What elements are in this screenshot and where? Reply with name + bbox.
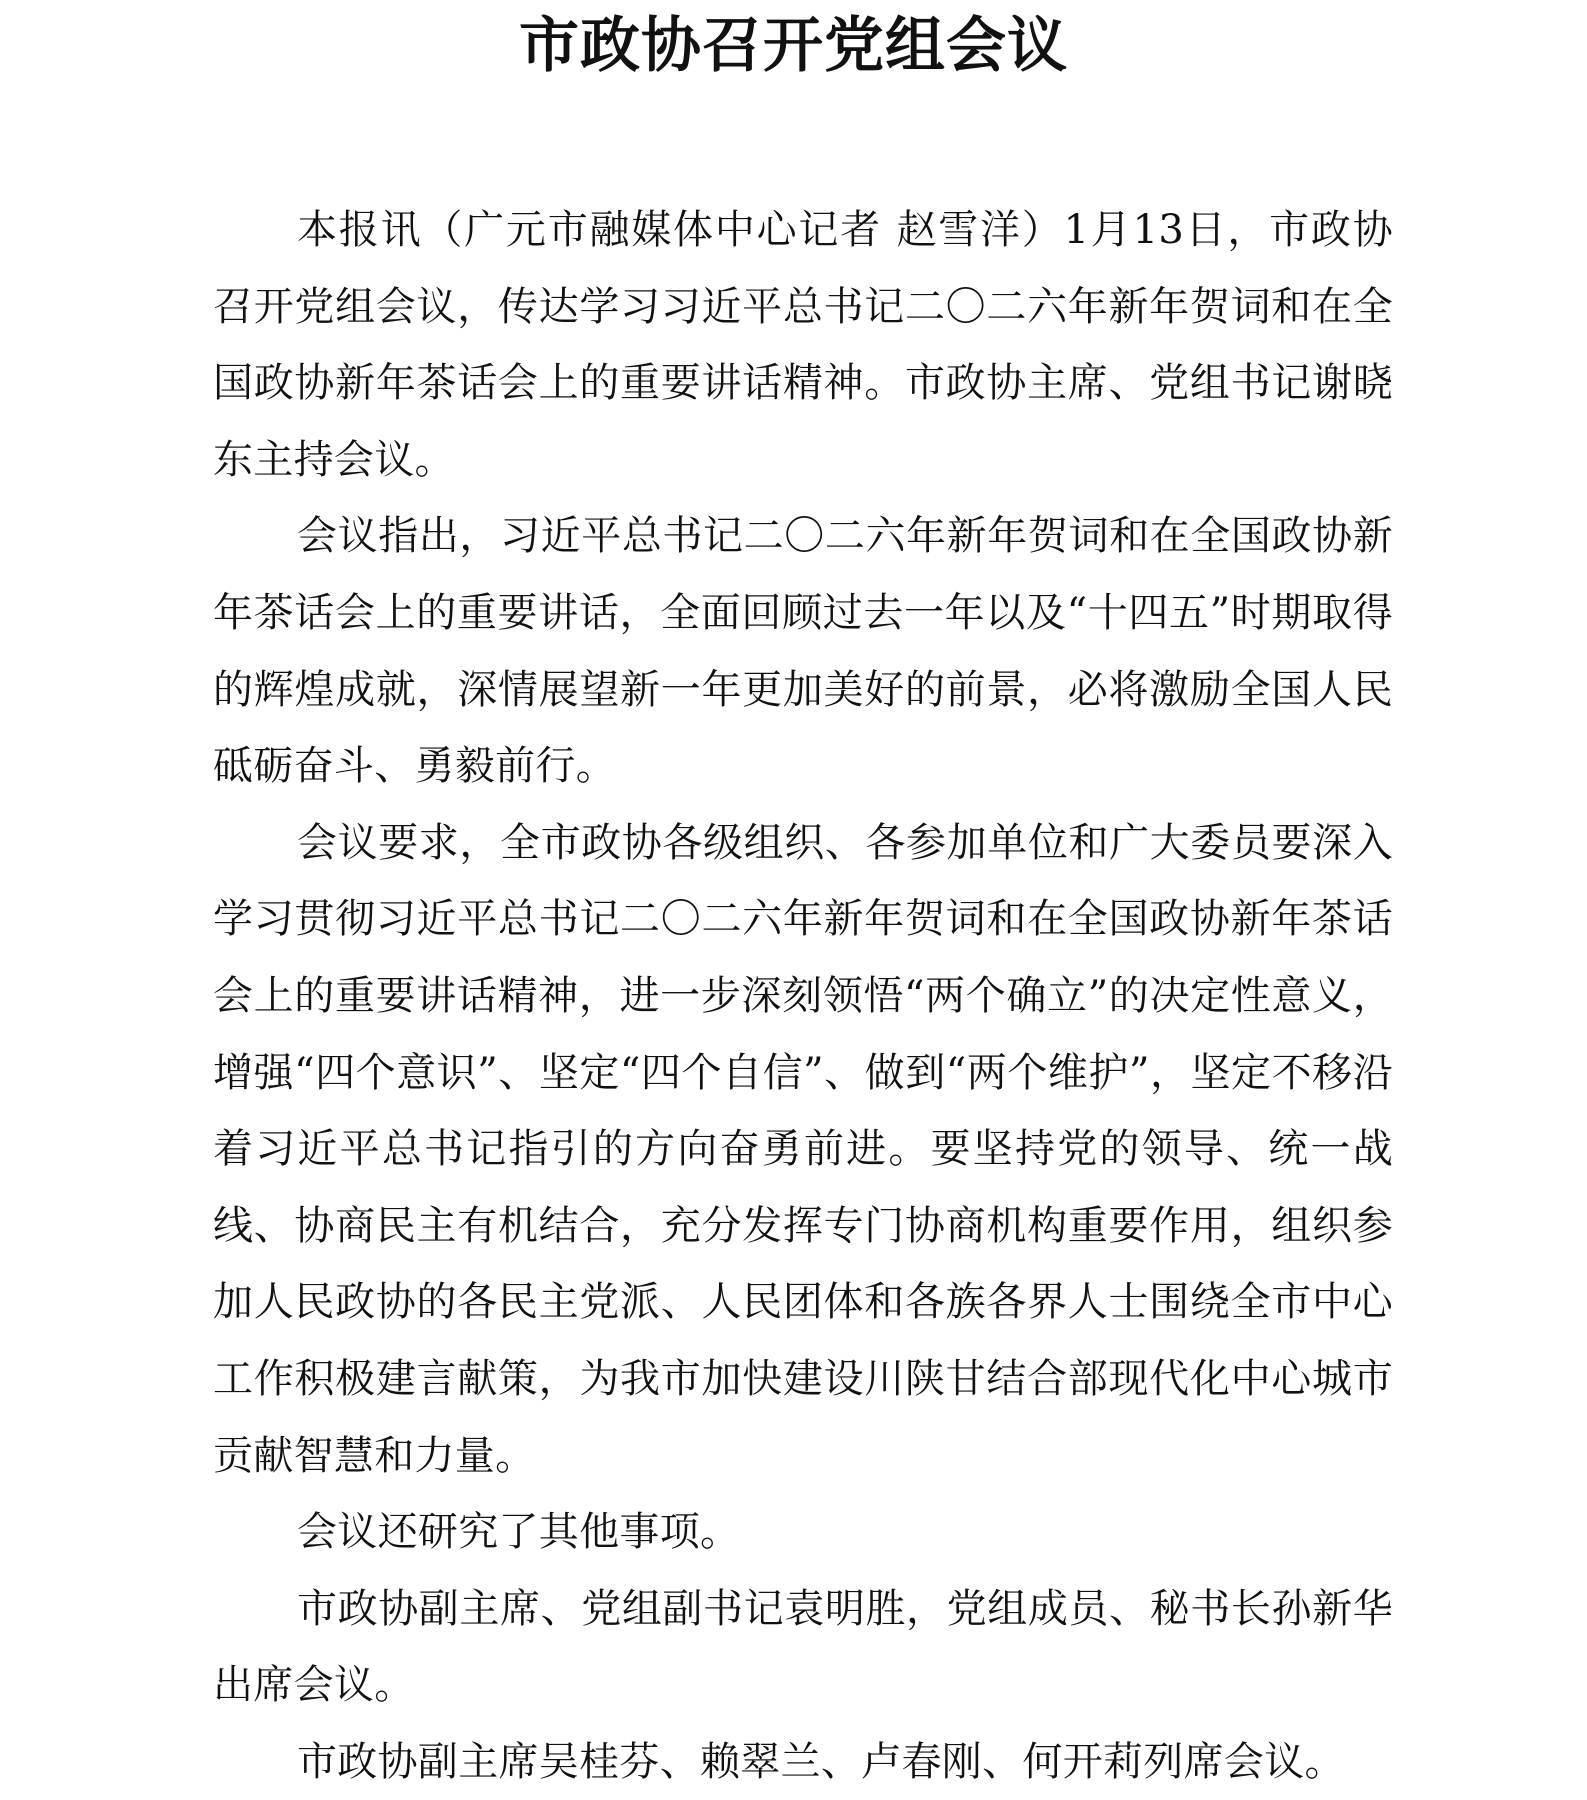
article-title: 市政协召开党组会议: [519, 11, 1068, 81]
paragraph-5: 市政协副主席、党组副书记袁明胜，党组成员、秘书长孙新华出席会议。: [213, 1585, 1393, 1709]
paragraph-2: 会议指出，习近平总书记二〇二六年新年贺词和在全国政协新年茶话会上的重要讲话，全面回顾过去一年以及“十四五”时期取得的辉煌成就，深情展望新一年更加美好的前景，必将激励全国人民砥砺奋斗、勇毅前行。: [213, 513, 1393, 790]
paragraph-3: 会议要求，全市政协各级组织、各参加单位和广大委员要深入学习贯彻习近平总书记二〇二六年新年贺词和在全国政协新年茶话会上的重要讲话精神，进一步深刻领悟“两个确立”的决定性意义，增强“四个意识”、坚定“四个自信”、做到“两个维护”，坚定不移沿着习近平总书记指引的方向奋勇前进。要坚持党的领导、统一战线、协商民主有机结合，充分发挥专门协商机构重要作用，组织参加人民政协的各民主党派、人民团体和各族各界人士围绕全市中心工作积极建言献策，为我市加快建设川陕甘结合部现代化中心城市贡献智慧和力量。: [213, 819, 1393, 1479]
paragraph-1: 本报讯（广元市融媒体中心记者 赵雪洋）1月13日，市政协召开党组会议，传达学习习近平总书记二〇二六年新年贺词和在全国政协新年茶话会上的重要讲话精神。市政协主席、党组书记谢晓东主持会议。: [213, 207, 1393, 483]
paragraph-6: 市政协副主席吴桂芬、赖翠兰、卢春刚、何开莉列席会议。: [297, 1738, 1345, 1785]
paragraph-4: 会议还研究了其他事项。: [297, 1509, 741, 1556]
article-body: [213, 192, 1393, 1800]
